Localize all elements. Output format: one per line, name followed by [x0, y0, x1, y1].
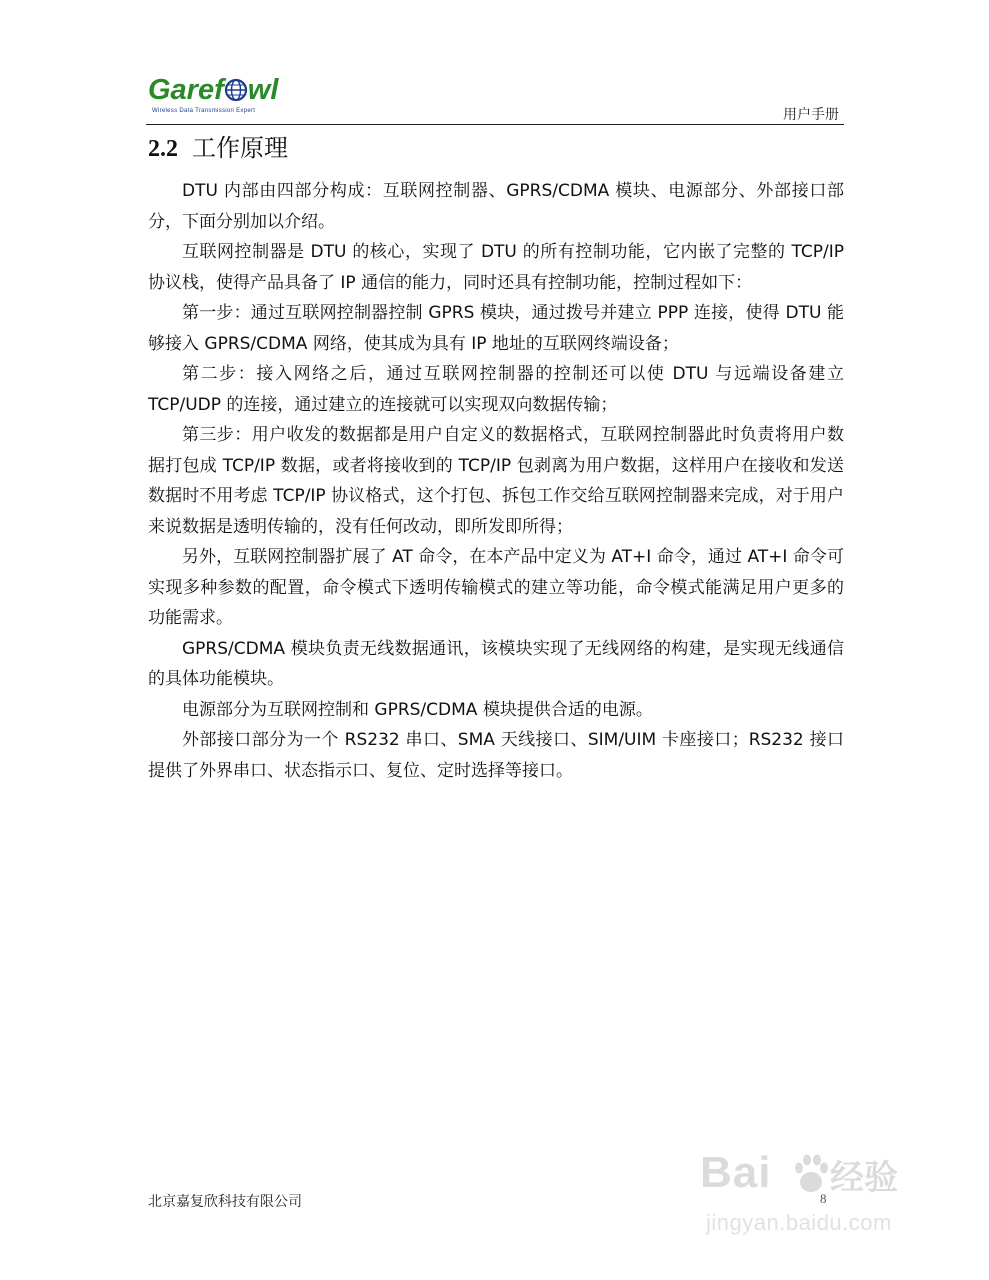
header-divider	[146, 124, 844, 125]
watermark-brand: Bai	[700, 1148, 772, 1197]
globe-icon	[224, 74, 248, 107]
watermark-brand-suffix: 经验	[830, 1158, 898, 1198]
logo-tagline: Wireless Data Transmission Expert	[152, 108, 256, 114]
section-heading	[148, 128, 288, 163]
company-logo	[148, 74, 298, 120]
paw-icon	[792, 1152, 830, 1200]
paragraph: 电源部分为互联网控制和 GPRS/CDMA 模块提供合适的电源。	[182, 699, 653, 720]
paragraph: 另外，互联网控制器扩展了 AT 命令，在本产品中定义为 AT+I 命令，通过 AT+I 命令可实现多种参数的配置，命令模式下透明传输模式的建立等功能，命令模式能满足用户更多的功能需求。	[148, 547, 844, 628]
section-title: 工作原理	[192, 134, 288, 162]
paragraph: 第一步：通过互联网控制器控制 GPRS 模块，通过拨号并建立 PPP 连接，使得 DTU 能够接入 GPRS/CDMA 网络，使其成为具有 IP 地址的互联网终端设备；	[148, 303, 844, 354]
baidu-watermark	[700, 1140, 960, 1250]
doc-label: 用户手册	[783, 107, 839, 123]
paragraph: 外部接口部分为一个 RS232 串口、SMA 天线接口、SIM/UIM 卡座接口；RS232 接口提供了外界串口、状态指示口、复位、定时选择等接口。	[148, 730, 844, 781]
page-number: 8	[820, 1191, 827, 1206]
logo-text-right: wl	[247, 74, 279, 106]
watermark-url: jingyan.baidu.com	[706, 1210, 892, 1235]
paragraph: 第三步：用户收发的数据都是用户自定义的数据格式，互联网控制器此时负责将用户数据打包成 TCP/IP 数据，或者将接收到的 TCP/IP 包剥离为用户数据，这样用户在接收和发送数据时不用考虑 TCP/IP 协议格式，这个打包、拆包工作交给互联网控制器来完成，对于用户来说数据是透明传输的，没有任何改动，即所发即所得；	[148, 425, 844, 537]
paragraph: GPRS/CDMA 模块负责无线数据通讯，该模块实现了无线网络的构建，是实现无线通信的具体功能模块。	[148, 638, 844, 689]
paragraph: 第二步：接入网络之后，通过互联网控制器的控制还可以使 DTU 与远端设备建立 TCP/UDP 的连接，通过建立的连接就可以实现双向数据传输；	[148, 364, 844, 415]
paragraph: DTU 内部由四部分构成：互联网控制器、GPRS/CDMA 模块、电源部分、外部接口部分，下面分别加以介绍。	[148, 181, 844, 232]
body-text	[148, 176, 844, 786]
footer-company: 北京嘉复欣科技有限公司	[148, 1194, 302, 1210]
section-number: 2.2	[148, 136, 178, 162]
paragraph: 互联网控制器是 DTU 的核心，实现了 DTU 的所有控制功能，它内嵌了完整的 TCP/IP 协议栈，使得产品具备了 IP 通信的能力，同时还具有控制功能，控制过程如下：	[148, 242, 844, 293]
logo-text-left: Garef	[148, 74, 224, 106]
